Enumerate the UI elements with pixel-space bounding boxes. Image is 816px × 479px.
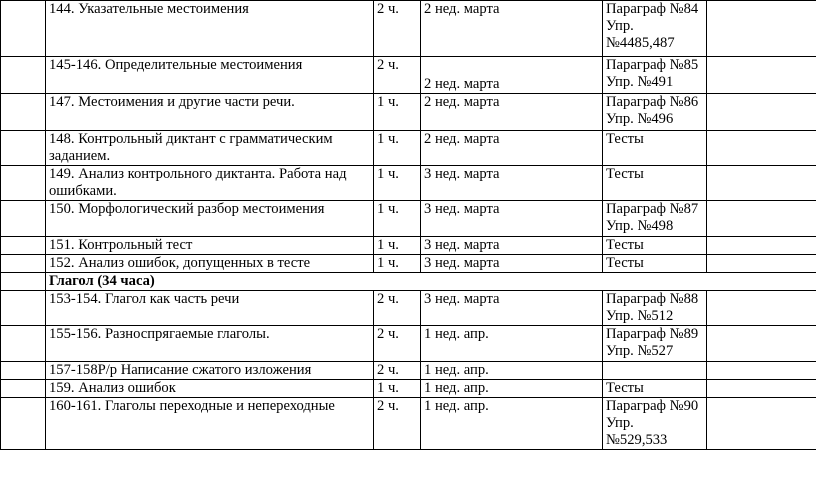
homework-line: №529,533 — [606, 432, 668, 448]
topic-cell: 152. Анализ ошибок, допущенных в тесте — [46, 255, 374, 273]
notes-cell — [707, 255, 816, 273]
notes-cell — [707, 237, 816, 255]
notes-cell — [707, 1, 816, 57]
index-cell — [1, 362, 46, 380]
topic-cell: 147. Местоимения и другие части речи. — [46, 94, 374, 131]
homework-cell — [603, 201, 707, 237]
homework-cell — [603, 131, 707, 166]
homework-line: Параграф №90 — [606, 398, 699, 414]
homework-cell — [603, 57, 707, 94]
homework-cell — [603, 237, 707, 255]
date-cell: 2 нед. марта — [421, 57, 603, 94]
date-cell: 3 нед. марта — [421, 166, 603, 201]
notes-cell — [707, 94, 816, 131]
hours-cell: 2 ч. — [374, 291, 421, 326]
hours-cell: 2 ч. — [374, 362, 421, 380]
topic-cell: 157-158Р/р Написание сжатого изложения — [46, 362, 374, 380]
date-cell: 2 нед. марта — [421, 1, 603, 57]
table-row — [1, 237, 816, 255]
hours-cell: 1 ч. — [374, 131, 421, 166]
notes-cell — [707, 166, 816, 201]
notes-cell — [707, 380, 816, 398]
topic-cell: 155-156. Разноспрягаемые глаголы. — [46, 326, 374, 362]
topic-cell: 151. Контрольный тест — [46, 237, 374, 255]
homework-line: Параграф №88 — [606, 291, 699, 307]
date-cell: 3 нед. марта — [421, 201, 603, 237]
date-cell: 2 нед. марта — [421, 131, 603, 166]
homework-line: Упр. №498 — [606, 218, 674, 234]
homework-line: Параграф №85 — [606, 57, 699, 73]
notes-cell — [707, 362, 816, 380]
index-cell — [1, 273, 46, 291]
homework-line: Упр. — [606, 415, 634, 431]
date-cell: 1 нед. апр. — [421, 326, 603, 362]
notes-cell — [707, 291, 816, 326]
topic-cell: 153-154. Глагол как часть речи — [46, 291, 374, 326]
index-cell — [1, 1, 46, 57]
homework-line: Упр. №496 — [606, 111, 674, 127]
homework-line: Тесты — [606, 237, 644, 253]
homework-cell — [603, 326, 707, 362]
homework-cell — [603, 398, 707, 450]
homework-line: Параграф №89 — [606, 326, 699, 342]
index-cell — [1, 57, 46, 94]
hours-cell: 2 ч. — [374, 1, 421, 57]
topic-cell: 159. Анализ ошибок — [46, 380, 374, 398]
topic-cell: 144. Указательные местоимения — [46, 1, 374, 57]
date-cell: 3 нед. марта — [421, 255, 603, 273]
homework-cell — [603, 94, 707, 131]
hours-cell: 2 ч. — [374, 398, 421, 450]
table-row — [1, 166, 816, 201]
homework-cell — [603, 380, 707, 398]
index-cell — [1, 255, 46, 273]
homework-cell — [603, 1, 707, 57]
hours-cell: 2 ч. — [374, 326, 421, 362]
hours-cell: 1 ч. — [374, 255, 421, 273]
homework-line: Тесты — [606, 166, 644, 182]
index-cell — [1, 326, 46, 362]
homework-cell — [603, 291, 707, 326]
section-row — [1, 273, 816, 291]
table-row — [1, 255, 816, 273]
date-cell: 3 нед. марта — [421, 291, 603, 326]
hours-cell: 1 ч. — [374, 166, 421, 201]
table-row — [1, 131, 816, 166]
index-cell — [1, 166, 46, 201]
date-cell: 2 нед. марта — [421, 94, 603, 131]
table-row — [1, 94, 816, 131]
homework-line: Тесты — [606, 380, 644, 396]
notes-cell — [707, 326, 816, 362]
homework-line: Тесты — [606, 255, 644, 271]
topic-cell: 160-161. Глаголы переходные и непереходные — [46, 398, 374, 450]
homework-line: Параграф №86 — [606, 94, 699, 110]
hours-cell: 2 ч. — [374, 57, 421, 94]
index-cell — [1, 398, 46, 450]
index-cell — [1, 94, 46, 131]
homework-cell — [603, 362, 707, 380]
date-cell: 1 нед. апр. — [421, 398, 603, 450]
notes-cell — [707, 398, 816, 450]
homework-line: Упр. №491 — [606, 74, 674, 90]
index-cell — [1, 201, 46, 237]
topic-cell: 149. Анализ контрольного диктанта. Работа над ошибками. — [46, 166, 374, 201]
notes-cell — [707, 201, 816, 237]
table-row — [1, 1, 816, 57]
table-row — [1, 398, 816, 450]
notes-cell — [707, 57, 816, 94]
homework-line: Упр. — [606, 18, 634, 34]
table-row — [1, 291, 816, 326]
hours-cell: 1 ч. — [374, 201, 421, 237]
hours-cell: 1 ч. — [374, 94, 421, 131]
index-cell — [1, 380, 46, 398]
table-row — [1, 380, 816, 398]
date-cell: 1 нед. апр. — [421, 380, 603, 398]
topic-cell: 145-146. Определительные местоимения — [46, 57, 374, 94]
hours-cell: 1 ч. — [374, 237, 421, 255]
table-row — [1, 57, 816, 94]
topic-cell: 148. Контрольный диктант с грамматическим заданием. — [46, 131, 374, 166]
homework-line: Параграф №84 — [606, 1, 699, 17]
notes-cell — [707, 131, 816, 166]
index-cell — [1, 131, 46, 166]
table-row — [1, 326, 816, 362]
topic-cell: 150. Морфологический разбор местоимения — [46, 201, 374, 237]
hours-cell: 1 ч. — [374, 380, 421, 398]
homework-cell — [603, 255, 707, 273]
homework-line: Упр. №512 — [606, 308, 674, 324]
homework-line: Параграф №87 — [606, 201, 699, 217]
table-row — [1, 362, 816, 380]
index-cell — [1, 291, 46, 326]
homework-line: Упр. №527 — [606, 343, 674, 359]
homework-line: Тесты — [606, 131, 644, 147]
table-row — [1, 201, 816, 237]
homework-line: №4485,487 — [606, 35, 675, 51]
date-cell: 1 нед. апр. — [421, 362, 603, 380]
homework-cell — [603, 166, 707, 201]
date-cell: 3 нед. марта — [421, 237, 603, 255]
index-cell — [1, 237, 46, 255]
section-heading: Глагол (34 часа) — [46, 273, 816, 291]
